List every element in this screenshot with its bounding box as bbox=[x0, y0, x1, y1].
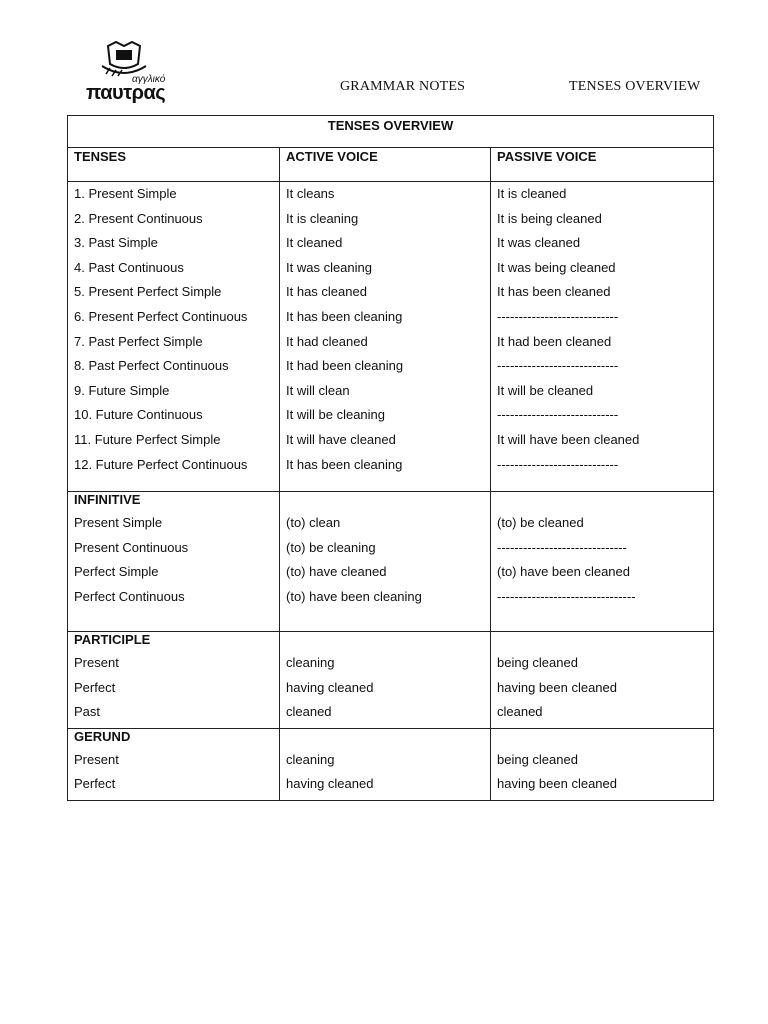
tense-names-cell bbox=[68, 182, 280, 492]
tense-name: 2. Present Continuous bbox=[74, 210, 203, 226]
gerund-names-cell bbox=[68, 728, 280, 800]
section-title-participle: PARTICIPLE bbox=[74, 632, 151, 647]
active-form: It cleans bbox=[286, 186, 335, 201]
infinitive-name: Perfect Continuous bbox=[74, 588, 185, 604]
infinitive-name: Present Simple bbox=[74, 515, 163, 530]
tense-name: 10. Future Continuous bbox=[74, 407, 203, 423]
infinitive-active: (to) clean bbox=[286, 515, 341, 530]
active-form: It has been cleaning bbox=[286, 308, 403, 324]
infinitive-active: (to) have been cleaning bbox=[286, 588, 422, 604]
section-title-spacer bbox=[497, 632, 707, 654]
gerund-active-cell bbox=[280, 728, 491, 800]
gerund-passive: having been cleaned bbox=[497, 776, 617, 791]
active-form: It will be cleaning bbox=[286, 407, 385, 423]
passive-form: It has been cleaned bbox=[497, 284, 611, 300]
tense-passive-cell bbox=[491, 182, 714, 492]
gerund-active: having cleaned bbox=[286, 776, 374, 791]
passive-form: It will have been cleaned bbox=[497, 431, 640, 447]
logo-tagline: αγγλικό bbox=[132, 74, 166, 85]
header-left-title: GRAMMAR NOTES bbox=[340, 79, 466, 94]
participle-passive-cell bbox=[491, 632, 714, 729]
section-title-spacer bbox=[286, 492, 484, 514]
section-title-gerund: GERUND bbox=[74, 728, 131, 744]
active-form: It has cleaned bbox=[286, 284, 367, 300]
active-form: It cleaned bbox=[286, 235, 343, 251]
gerund-passive-cell bbox=[491, 728, 714, 800]
passive-form: ---------------------------- bbox=[497, 358, 619, 374]
section-title-spacer bbox=[286, 632, 484, 654]
active-form: It had been cleaning bbox=[286, 358, 404, 374]
infinitive-active: (to) be cleaning bbox=[286, 539, 376, 555]
tense-name: 1. Present Simple bbox=[74, 186, 177, 201]
table-title: TENSES OVERVIEW bbox=[68, 116, 714, 148]
infinitive-passive: (to) be cleaned bbox=[497, 515, 584, 530]
participle-name: Past bbox=[74, 704, 101, 719]
active-form: It was cleaning bbox=[286, 259, 372, 275]
tense-name: 9. Future Simple bbox=[74, 382, 170, 398]
gerund-name: Perfect bbox=[74, 776, 116, 791]
passive-form: It is cleaned bbox=[497, 186, 567, 201]
tense-name: 7. Past Perfect Simple bbox=[74, 333, 203, 349]
column-header-passive: PASSIVE VOICE bbox=[491, 148, 714, 182]
infinitive-name: Present Continuous bbox=[74, 539, 189, 555]
tense-name: 11. Future Perfect Simple bbox=[74, 431, 221, 447]
infinitive-name: Perfect Simple bbox=[74, 564, 159, 580]
participle-active-cell bbox=[280, 632, 491, 729]
header-right-title: TENSES OVERVIEW bbox=[569, 79, 701, 94]
active-form: It will clean bbox=[286, 382, 350, 398]
school-logo bbox=[86, 40, 198, 106]
participle-active: having cleaned bbox=[286, 679, 374, 695]
passive-form: It will be cleaned bbox=[497, 382, 594, 398]
tense-name: 8. Past Perfect Continuous bbox=[74, 358, 229, 374]
active-form: It had cleaned bbox=[286, 333, 368, 349]
section-title-spacer bbox=[497, 729, 707, 751]
participle-name: Perfect bbox=[74, 679, 116, 695]
active-form: It will have cleaned bbox=[286, 431, 396, 447]
passive-form: It is being cleaned bbox=[497, 210, 602, 226]
active-form: It has been cleaning bbox=[286, 456, 403, 472]
infinitive-passive-cell bbox=[491, 492, 714, 632]
passive-form: It had been cleaned bbox=[497, 333, 612, 349]
section-title-infinitive: INFINITIVE bbox=[74, 492, 141, 507]
infinitive-active: (to) have cleaned bbox=[286, 564, 387, 580]
gerund-name: Present bbox=[74, 751, 119, 767]
infinitive-passive: ------------------------------ bbox=[497, 539, 627, 555]
passive-form: It was cleaned bbox=[497, 235, 581, 251]
passive-form: It was being cleaned bbox=[497, 259, 616, 275]
column-header-active: ACTIVE VOICE bbox=[280, 148, 491, 182]
participle-name: Present bbox=[74, 655, 119, 670]
tense-name: 6. Present Perfect Continuous bbox=[74, 308, 248, 324]
participle-active: cleaned bbox=[286, 704, 332, 719]
passive-form: ---------------------------- bbox=[497, 308, 619, 324]
gerund-passive: being cleaned bbox=[497, 751, 578, 767]
participle-passive: having been cleaned bbox=[497, 679, 617, 695]
participle-passive: cleaned bbox=[497, 704, 543, 719]
tense-name: 4. Past Continuous bbox=[74, 259, 184, 275]
participle-passive: being cleaned bbox=[497, 655, 578, 670]
section-title-spacer bbox=[497, 492, 707, 514]
active-form: It is cleaning bbox=[286, 210, 359, 226]
passive-form: ---------------------------- bbox=[497, 407, 619, 423]
participle-active: cleaning bbox=[286, 655, 335, 670]
column-header-tenses: TENSES bbox=[68, 148, 280, 182]
logo-wordmark: παυτρας bbox=[86, 82, 166, 104]
tense-name: 12. Future Perfect Continuous bbox=[74, 456, 248, 472]
gerund-active: cleaning bbox=[286, 751, 335, 767]
tense-name: 3. Past Simple bbox=[74, 235, 158, 251]
passive-form: ---------------------------- bbox=[497, 456, 619, 472]
infinitive-passive: -------------------------------- bbox=[497, 588, 636, 604]
tense-name: 5. Present Perfect Simple bbox=[74, 284, 222, 300]
tense-active-cell bbox=[280, 182, 491, 492]
section-title-spacer bbox=[286, 729, 484, 751]
tenses-table bbox=[67, 115, 714, 801]
infinitive-passive: (to) have been cleaned bbox=[497, 564, 630, 580]
participle-names-cell bbox=[68, 632, 280, 729]
infinitive-active-cell bbox=[280, 492, 491, 632]
infinitive-names-cell bbox=[68, 492, 280, 632]
